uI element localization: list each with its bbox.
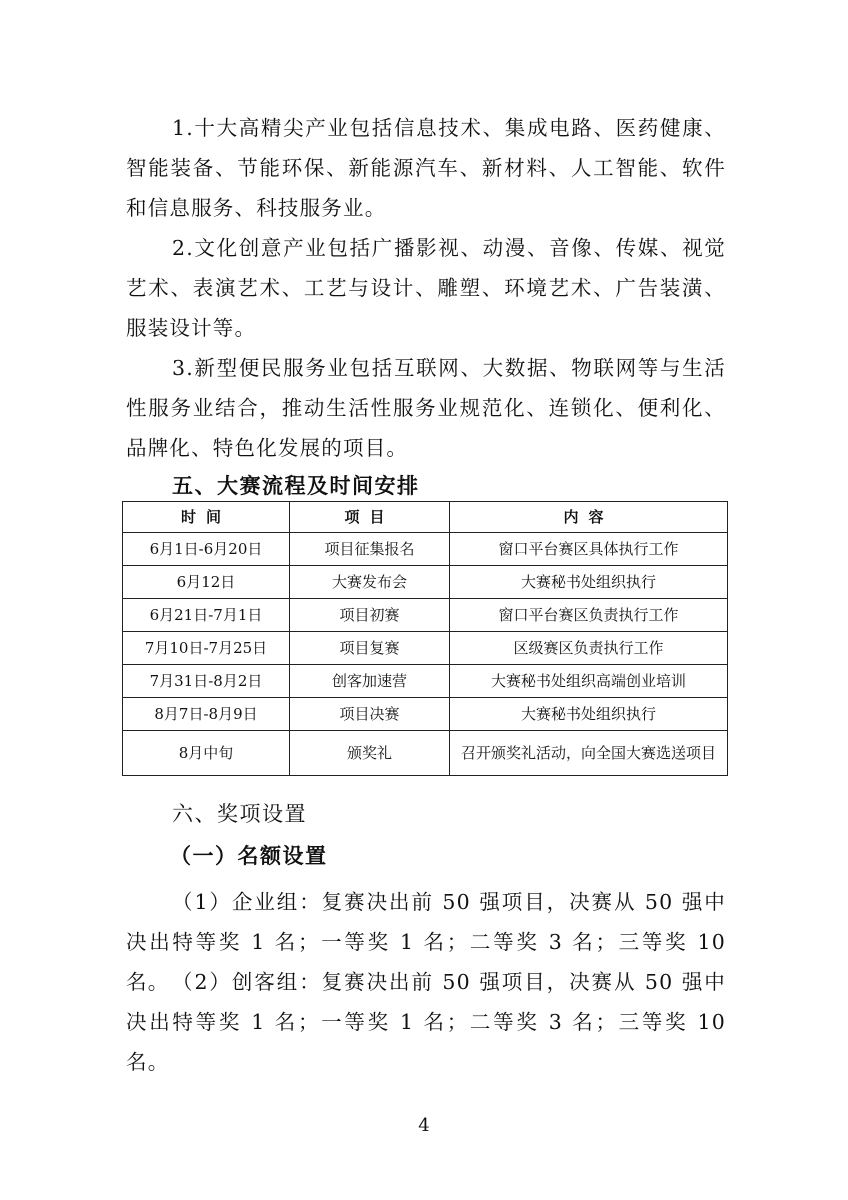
cell-time: 6月21日-7月1日 — [123, 599, 290, 632]
cell-content: 召开颁奖礼活动，向全国大赛选送项目 — [450, 731, 728, 776]
cell-item: 项目决赛 — [290, 698, 450, 731]
table-row — [123, 698, 728, 731]
cell-content: 大赛秘书处组织高端创业培训 — [450, 665, 728, 698]
header-item: 项目 — [290, 502, 450, 533]
paragraph-culture: 2.文化创意产业包括广播影视、动漫、音像、传媒、视觉艺术、表演艺术、工艺与设计、雕塑、环境艺术、广告装潢、服装设计等。 — [126, 236, 726, 340]
table-header-row — [123, 502, 728, 533]
paragraph-services: 3.新型便民服务业包括互联网、大数据、物联网等与生活性服务业结合，推动生活性服务业规范化、连锁化、便利化、品牌化、特色化发展的项目。 — [126, 356, 726, 460]
header-time: 时间 — [123, 502, 290, 533]
page-number: 4 — [418, 1115, 430, 1136]
cell-content: 大赛秘书处组织执行 — [450, 698, 728, 731]
cell-time: 7月31日-8月2日 — [123, 665, 290, 698]
table-row — [123, 632, 728, 665]
cell-time: 8月7日-8月9日 — [123, 698, 290, 731]
cell-item: 颁奖礼 — [290, 731, 450, 776]
cell-content: 区级赛区负责执行工作 — [450, 632, 728, 665]
paragraph-enterprise-group: （1）企业组：复赛决出前 50 强项目，决赛从 50 强中决出特等奖 1 名；一等奖 1 名；二等奖 3 名；三等奖 10 名。 — [126, 890, 726, 994]
subheading-quota: （一）名额设置 — [170, 843, 328, 868]
cell-time: 6月1日-6月20日 — [123, 533, 290, 566]
table-row — [123, 731, 728, 776]
section-heading-schedule: 五、大赛流程及时间安排 — [172, 473, 420, 498]
cell-item: 项目复赛 — [290, 632, 450, 665]
schedule-table — [122, 501, 728, 776]
cell-item: 创客加速营 — [290, 665, 450, 698]
table-row — [123, 599, 728, 632]
cell-item: 项目初赛 — [290, 599, 450, 632]
table-row — [123, 533, 728, 566]
header-content: 内容 — [450, 502, 728, 533]
section-heading-awards: 六、奖项设置 — [172, 802, 307, 826]
cell-content: 窗口平台赛区负责执行工作 — [450, 599, 728, 632]
cell-content: 大赛秘书处组织执行 — [450, 566, 728, 599]
table-row — [123, 665, 728, 698]
paragraph-maker-group: （2）创客组：复赛决出前 50 强项目，决赛从 50 强中决出特等奖 1 名；一等奖 1 名；二等奖 3 名；三等奖 10 名。 — [126, 970, 726, 1074]
cell-time: 8月中旬 — [123, 731, 290, 776]
cell-item: 大赛发布会 — [290, 566, 450, 599]
cell-item: 项目征集报名 — [290, 533, 450, 566]
cell-time: 7月10日-7月25日 — [123, 632, 290, 665]
cell-content: 窗口平台赛区具体执行工作 — [450, 533, 728, 566]
paragraph-industries: 1.十大高精尖产业包括信息技术、集成电路、医药健康、智能装备、节能环保、新能源汽车、新材料、人工智能、软件和信息服务、科技服务业。 — [126, 116, 726, 220]
cell-time: 6月12日 — [123, 566, 290, 599]
table-row — [123, 566, 728, 599]
